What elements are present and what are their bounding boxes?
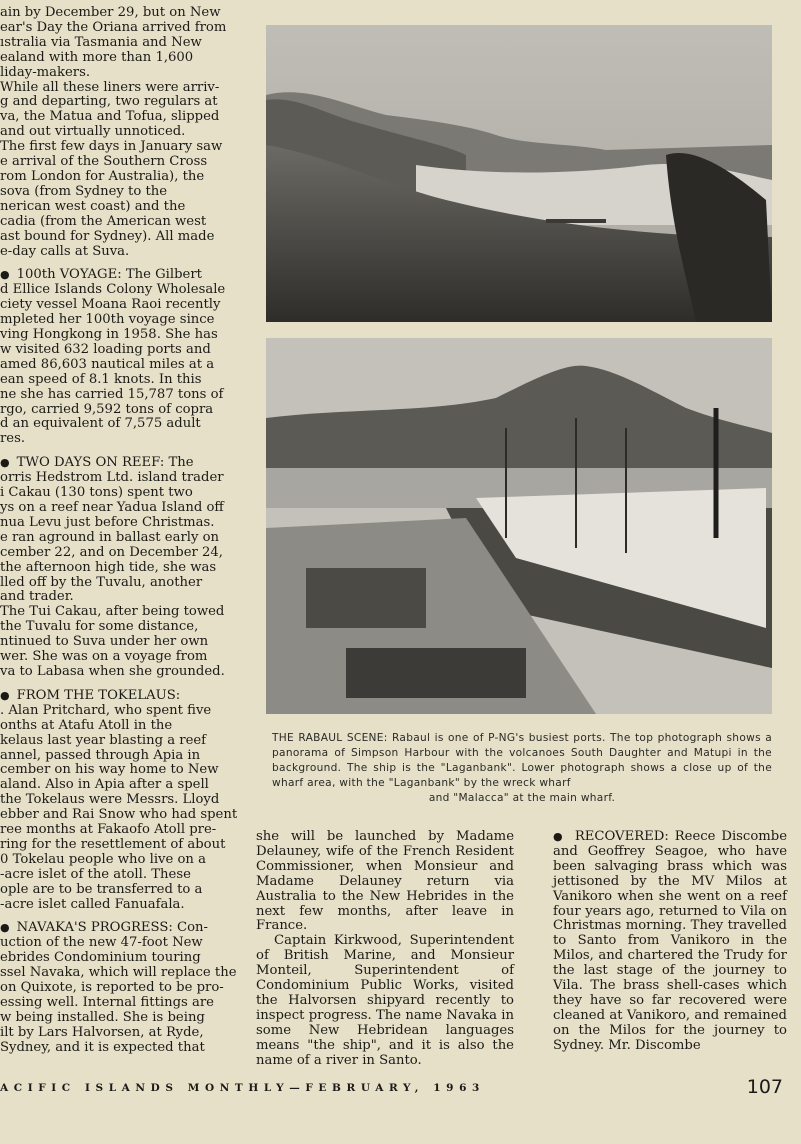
text-line: ving Hongkong in 1958. She has xyxy=(0,328,218,343)
text-line: ● FROM THE TOKELAUS: xyxy=(0,689,238,704)
text-line: Sydney, and it is expected that xyxy=(0,1040,205,1055)
page-number: 107 xyxy=(746,1076,783,1098)
text-line: the Tuvalu for some distance, xyxy=(0,620,199,635)
para-kirkwood: Captain Kirkwood, Superintendent of British Marine, and Monsieur Monteil, Superintendent of Condominium Public Works, visited the Halvorsen shipyard recently to inspect progress. The name Navaka in some New Hebridean languages means "the ship", and it is also the name of a river in Santo. xyxy=(256,933,514,1068)
text-line: w being installed. She is being xyxy=(0,1010,205,1025)
text-line: ● NAVAKA'S PROGRESS: Con- xyxy=(0,921,238,936)
text-line: ring for the resettlement of about xyxy=(0,837,226,852)
text-line: and out virtually unnoticed. xyxy=(0,125,186,140)
text-line: va, the Matua and Tofua, slipped xyxy=(0,110,220,125)
para-tui-cakau xyxy=(0,605,238,680)
para-liners xyxy=(0,6,238,81)
text-line: ear's Day the Oriana arrived from xyxy=(0,20,227,35)
caption-line-3: Matupi in the background. The ship is the "Laganbank". Lower photograph xyxy=(272,747,772,774)
text-line: ıstralia via Tasmania and New xyxy=(0,35,202,50)
text-line: . Alan Pritchard, who spent five xyxy=(0,703,212,718)
text-line: sova (from Sydney to the xyxy=(0,184,168,199)
caption-line-5: and "Malacca" at the main wharf. xyxy=(428,792,616,804)
text-line: -acre islet of the atoll. These xyxy=(0,867,191,882)
text-line: liday-makers. xyxy=(0,65,91,80)
para-recovered: ● RECOVERED: Reece Discombe and Geoffrey Seagoe, who have been salvaging brass which was jettisoned by the MV Milos at Vanikoro when she went on a reef four years ago, returned to Vila on Christmas morning. They travelled to Santo from Vanikoro in the Milos, and chartered the Trudy for the last stage of the journey to Vila. The brass shell-cases which they have so far recovered were cleaned at Vanikoro, and remained on the Milos for the journey to Sydney. Mr. Discombe xyxy=(553,830,787,1054)
text-line: cadia (from the American west xyxy=(0,214,207,229)
text-line: rgo, carried 9,592 tons of copra xyxy=(0,402,214,417)
text-line: ntinued to Suva under her own xyxy=(0,635,209,650)
photo-caption xyxy=(272,731,772,806)
text-line: ● TWO DAYS ON REEF: The xyxy=(0,456,238,471)
text-line: ilt by Lars Halvorsen, at Ryde, xyxy=(0,1025,204,1040)
text-line: onths at Atafu Atoll in the xyxy=(0,718,173,733)
text-line: ree months at Fakaofo Atoll pre- xyxy=(0,823,217,838)
para-from-the-tokelaus xyxy=(0,689,238,913)
text-line: wer. She was on a voyage from xyxy=(0,650,208,665)
running-head: ACIFIC ISLANDS MONTHLY—FEBRUARY, 1963 xyxy=(0,1082,485,1094)
para-two-days-on-reef xyxy=(0,456,238,605)
text-line: uction of the new 47-foot New xyxy=(0,936,203,951)
text-line: e-day calls at Suva. xyxy=(0,244,130,259)
text-line: d an equivalent of 7,575 adult xyxy=(0,417,201,432)
text-line: the afternoon high tide, she was xyxy=(0,560,217,575)
text-line: orris Hedstrom Ltd. island trader xyxy=(0,471,224,486)
text-line: on Quixote, is reported to be pro- xyxy=(0,981,224,996)
left-column xyxy=(0,6,238,1056)
caption-line-4: shows a close up of the wharf area, with the "Laganbank" by the wreck wharf xyxy=(272,762,773,789)
text-line: mpleted her 100th voyage since xyxy=(0,313,215,328)
text-line: and trader. xyxy=(0,590,74,605)
caption-line-2: shows a panorama of Simpson Harbour with the volcanoes South Daughter and xyxy=(272,732,773,759)
caption-line-1: THE RABAUL SCENE: Rabaul is one of P-NG's busiest ports. The top photograph xyxy=(272,732,723,744)
text-line: annel, passed through Apia in xyxy=(0,748,201,763)
text-line: cember on his way home to New xyxy=(0,763,219,778)
text-line: essing well. Internal fittings are xyxy=(0,996,214,1010)
para-100th-voyage xyxy=(0,268,238,447)
para-regulars xyxy=(0,81,238,141)
text-line: ebber and Rai Snow who had spent xyxy=(0,808,238,823)
bottom-photograph-rabaul-wharf xyxy=(266,338,772,714)
text-line: va to Labasa when she grounded. xyxy=(0,664,225,679)
text-line: lled off by the Tuvalu, another xyxy=(0,575,203,590)
text-line: The Tui Cakau, after being towed xyxy=(0,605,225,620)
text-line: ● 100th VOYAGE: The Gilbert xyxy=(0,268,238,283)
text-line: e ran aground in ballast early on xyxy=(0,530,220,545)
middle-column xyxy=(256,830,514,1069)
text-line: -acre islet called Fanuafala. xyxy=(0,897,185,912)
para-january xyxy=(0,140,238,259)
text-line: ain by December 29, but on New xyxy=(0,6,221,20)
text-line: While all these liners were arriv- xyxy=(0,80,220,95)
text-line: nerican west coast) and the xyxy=(0,199,186,214)
text-line: cember 22, and on December 24, xyxy=(0,545,224,560)
text-line: e arrival of the Southern Cross xyxy=(0,155,208,170)
right-column xyxy=(553,830,787,1054)
para-launch: she will be launched by Madame Delauney, wife of the French Resident Commissioner, when Monsieur and Madame Delauney return via Australia to the New Hebrides in the next few months, after leave in France. xyxy=(256,829,514,934)
text-line: ean speed of 8.1 knots. In this xyxy=(0,372,202,387)
text-line: rom London for Australia), the xyxy=(0,169,205,184)
text-line: ast bound for Sydney). All made xyxy=(0,229,215,244)
text-line: i Cakau (130 tons) spent two xyxy=(0,486,193,501)
text-line: ebrides Condominium touring xyxy=(0,951,201,966)
text-line: g and departing, two regulars at xyxy=(0,95,218,110)
top-photograph-simpson-harbour xyxy=(266,25,772,322)
text-line: kelaus last year blasting a reef xyxy=(0,733,207,748)
text-line: aland. Also in Apia after a spell xyxy=(0,778,209,793)
text-line: ssel Navaka, which will replace the xyxy=(0,966,237,981)
text-line: res. xyxy=(0,432,26,447)
text-line: ne she has carried 15,787 tons of xyxy=(0,387,224,402)
text-line: amed 86,603 nautical miles at a xyxy=(0,357,215,372)
text-line: 0 Tokelau people who live on a xyxy=(0,852,206,867)
text-line: d Ellice Islands Colony Wholesale xyxy=(0,283,226,298)
text-line: nua Levu just before Christmas. xyxy=(0,515,215,530)
text-line: The first few days in January saw xyxy=(0,140,223,155)
text-line: ys on a reef near Yadua Island off xyxy=(0,501,224,515)
text-line: ealand with more than 1,600 xyxy=(0,50,194,65)
page-footer xyxy=(0,1076,801,1106)
para-navakas-progress xyxy=(0,921,238,1055)
text-line: ople are to be transferred to a xyxy=(0,882,203,897)
text-line: w visited 632 loading ports and xyxy=(0,342,211,357)
text-line: the Tokelaus were Messrs. Lloyd xyxy=(0,793,220,808)
text-line: ciety vessel Moana Raoi recently xyxy=(0,298,221,313)
